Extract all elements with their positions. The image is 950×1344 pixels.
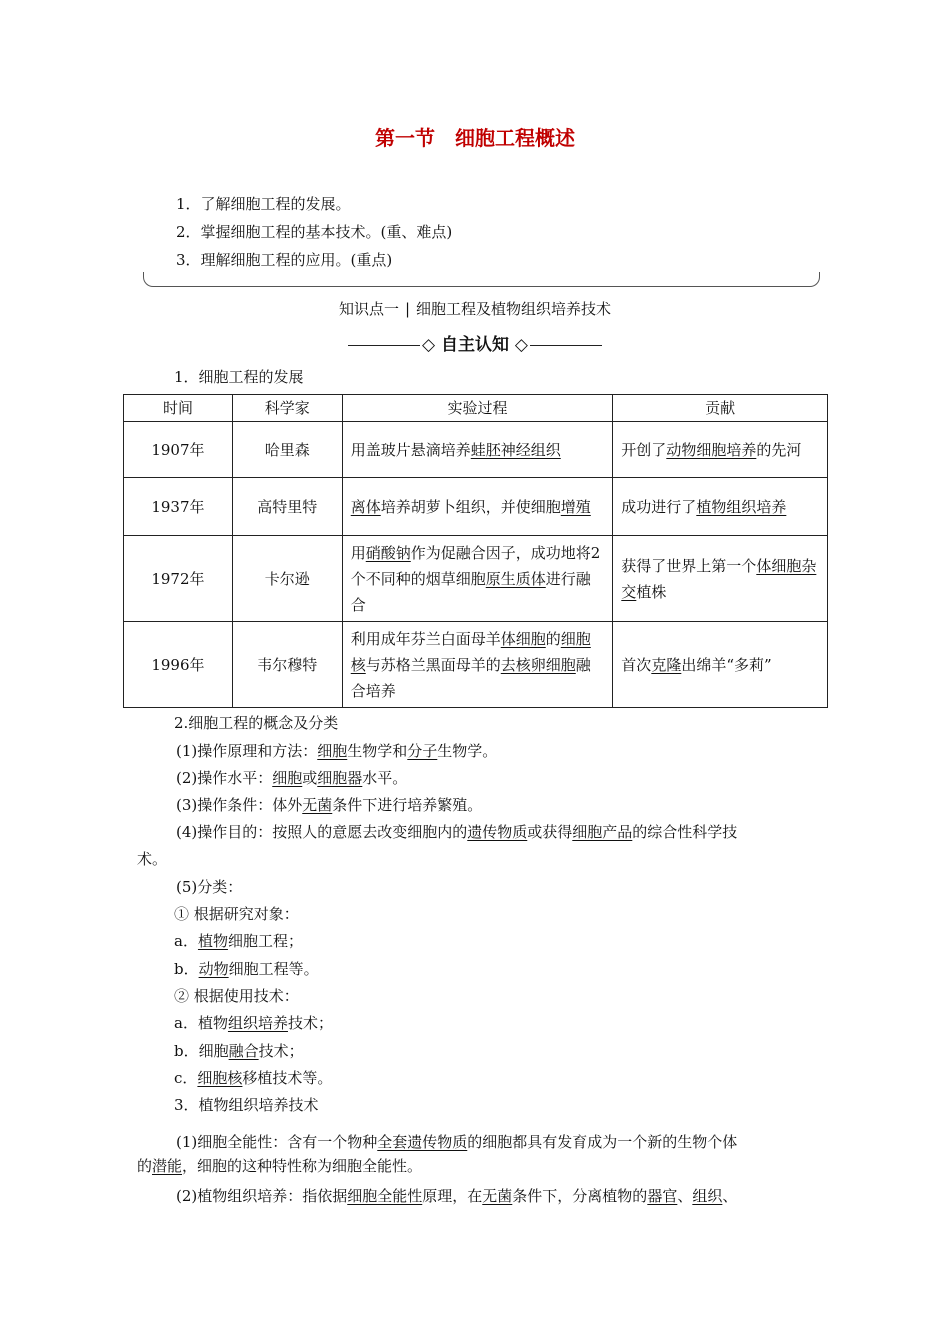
subheading-text: 自主认知 (441, 335, 509, 355)
paragraph-line: 的潜能，细胞的这种特性称为细胞全能性。 (137, 1157, 423, 1175)
cell-process: 用硝酸钠作为促融合因子，成功地将2个不同种的烟草细胞原生质体进行融合 (342, 536, 613, 622)
underlined-answer: 离体 (350, 497, 381, 516)
section-subheading (0, 330, 950, 355)
underlined-answer: 细胞全能性 (347, 1187, 423, 1205)
diamond-icon: ◇ (514, 335, 528, 355)
knowledge-point-heading (0, 298, 950, 319)
diamond-icon: ◇ (422, 335, 436, 355)
underlined-answer: 植物组织培养 (696, 497, 787, 516)
cell-year: 1996年 (124, 622, 233, 708)
cell-contribution: 成功进行了植物组织培养 (613, 478, 828, 536)
goals-brace-divider (143, 272, 820, 287)
underlined-answer: 细胞 (272, 769, 303, 787)
underlined-answer: 硝酸钠 (365, 543, 411, 562)
paragraph-line: (4)操作目的：按照人的意愿去改变细胞内的遗传物质或获得细胞产品的综合性科学技 (176, 823, 738, 841)
table-row (124, 536, 828, 622)
column-header: 贡献 (613, 395, 828, 422)
underlined-answer: 克隆 (651, 655, 682, 674)
paragraph-line: 3．植物组织培养技术 (174, 1096, 319, 1114)
underlined-answer: 细胞产品 (572, 823, 633, 841)
cell-year: 1937年 (124, 478, 233, 536)
underlined-answer: 去核卵细胞 (500, 655, 576, 674)
paragraph-line: 术。 (137, 850, 168, 868)
underlined-answer: 细胞 (317, 742, 348, 760)
paragraph-line: ② 根据使用技术： (174, 987, 299, 1005)
cell-year: 1972年 (124, 536, 233, 622)
underlined-answer: 增殖 (560, 497, 591, 516)
paragraph-line: (5)分类： (176, 878, 243, 896)
cell-process: 离体培养胡萝卜组织，并使细胞增殖 (342, 478, 613, 536)
paragraph-line: a．植物细胞工程； (174, 932, 303, 950)
paragraph-line: (3)操作条件：体外无菌条件下进行培养繁殖。 (176, 796, 483, 814)
underlined-answer: 细胞核 (197, 1069, 243, 1087)
underlined-answer: 细胞核 (350, 629, 591, 674)
underlined-answer: 体细胞 (500, 629, 546, 648)
underlined-answer: 融合 (228, 1042, 259, 1060)
paragraph-line: a．植物组织培养技术； (174, 1014, 333, 1032)
knowledge-point-label: 知识点一 (338, 300, 399, 318)
subheading-rule-left (348, 345, 420, 346)
underlined-answer: 动物 (198, 960, 229, 978)
paragraph-line: (2)操作水平：细胞或细胞器水平。 (176, 769, 408, 787)
underlined-answer: 全套遗传物质 (377, 1133, 468, 1151)
cell-scientist: 韦尔穆特 (232, 622, 342, 708)
page-title: 第一节 细胞工程概述 (375, 126, 575, 150)
underlined-answer: 细胞器 (317, 769, 363, 787)
knowledge-point-separator: | (404, 300, 411, 318)
underlined-answer: 原生质体 (485, 569, 546, 588)
cell-process: 用盖玻片悬滴培养蛙胚神经组织 (342, 422, 613, 478)
underlined-answer: 潜能 (152, 1157, 183, 1175)
underlined-answer: 组织培养 (227, 1014, 288, 1032)
goal-item: 2．掌握细胞工程的基本技术。(重、难点) (176, 223, 453, 241)
underlined-answer: 组织 (692, 1187, 723, 1205)
cell-scientist: 哈里森 (232, 422, 342, 478)
history-table (123, 394, 828, 708)
paragraph-line: (2)植物组织培养：指依据细胞全能性原理，在无菌条件下，分离植物的器官、组织、 (176, 1187, 738, 1205)
column-header: 科学家 (232, 395, 342, 422)
cell-scientist: 卡尔逊 (232, 536, 342, 622)
knowledge-point-title: 细胞工程及植物组织培养技术 (416, 300, 612, 318)
cell-process: 利用成年芬兰白面母羊体细胞的细胞核与苏格兰黑面母羊的去核卵细胞融合培养 (342, 622, 613, 708)
learning-goals (176, 190, 452, 274)
column-header: 实验过程 (342, 395, 613, 422)
cell-contribution: 开创了动物细胞培养的先河 (613, 422, 828, 478)
paragraph-line: ① 根据研究对象： (174, 905, 299, 923)
underlined-answer: 器官 (647, 1187, 678, 1205)
underlined-answer: 分子 (407, 742, 438, 760)
paragraph-line: (1)操作原理和方法：细胞生物学和分子生物学。 (176, 742, 498, 760)
underlined-answer: 植物 (197, 932, 228, 950)
table-row (124, 478, 828, 536)
subheading-rule-right (530, 345, 602, 346)
column-header: 时间 (124, 395, 233, 422)
underlined-answer: 无菌 (302, 796, 333, 814)
paragraph-line: (1)细胞全能性：含有一个物种全套遗传物质的细胞都具有发育成为一个新的生物个体 (176, 1133, 738, 1151)
table-row (124, 422, 828, 478)
cell-contribution: 获得了世界上第一个体细胞杂交植株 (613, 536, 828, 622)
underlined-answer: 遗传物质 (467, 823, 528, 841)
cell-scientist: 高特里特 (232, 478, 342, 536)
underlined-answer: 无菌 (482, 1187, 513, 1205)
underlined-answer: 蛙胚神经组织 (470, 440, 561, 459)
cell-year: 1907年 (124, 422, 233, 478)
cell-contribution: 首次克隆出绵羊“多莉” (613, 622, 828, 708)
underlined-answer: 动物细胞培养 (666, 440, 757, 459)
goal-item: 3．理解细胞工程的应用。(重点) (176, 251, 393, 269)
paragraph-line: 2.细胞工程的概念及分类 (174, 714, 339, 732)
table-row (124, 622, 828, 708)
goal-item: 1．了解细胞工程的发展。 (176, 195, 351, 213)
underlined-answer: 体细胞杂交 (621, 556, 817, 601)
section-heading: 1．细胞工程的发展 (174, 368, 304, 386)
table-header-row (124, 395, 828, 422)
paragraph-line: b．细胞融合技术； (174, 1042, 304, 1060)
paragraph-line: b．动物细胞工程等。 (174, 960, 319, 978)
paragraph-line: c．细胞核移植技术等。 (174, 1069, 333, 1087)
